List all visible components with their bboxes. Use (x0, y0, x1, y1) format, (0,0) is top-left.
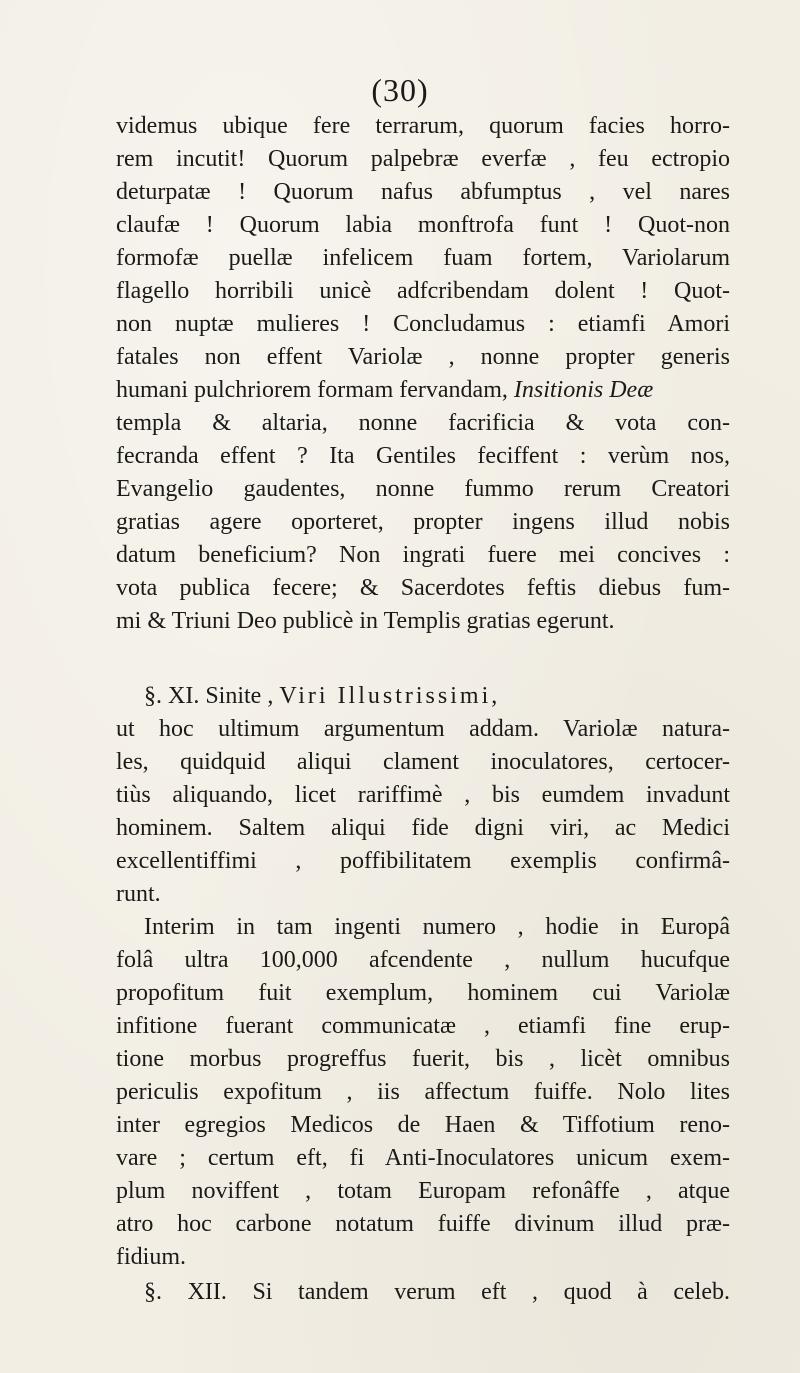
text-line: plum noviffent , totam Europam refonâffe , atque (116, 1178, 730, 1204)
text-line: propofitum fuit exemplum, hominem cui Variolæ (116, 980, 730, 1006)
italic-phrase: Insitionis Deæ (513, 377, 654, 403)
text-line: flagello horribili unicè adfcribendam dolent ! Quot- (116, 278, 730, 304)
section-xii (116, 1276, 730, 1309)
text-line: vare ; certum eft, fi Anti-Inoculatores unicum exem- (116, 1145, 730, 1171)
text-line: tione morbus progreffus fuerit, bis , licèt omnibus (116, 1046, 730, 1072)
text-line: templa & altaria, nonne facrificia & vota con- (116, 410, 730, 436)
text-line: excellentiffimi , poffibilitatem exemplis confirmâ- (116, 848, 730, 874)
text-line: folâ ultra 100,000 afcendente , nullum hucufque (116, 947, 730, 973)
text-line: mi & Triuni Deo publicè in Templis gratias egerunt. (116, 608, 615, 634)
text-span: humani pulchriorem formam fervandam, (116, 377, 508, 403)
text-line: ut hoc ultimum argumentum addam. Variolæ natura- (116, 716, 730, 742)
text-line: formofæ puellæ infelicem fuam fortem, Variolarum (116, 245, 730, 271)
text-line: tiùs aliquando, licet rariffimè , bis eumdem invadunt (116, 782, 730, 808)
text-line: rem incutit! Quorum palpebræ everfæ , feu ectropio (116, 146, 730, 172)
text-line: vota publica fecere; & Sacerdotes feftis diebus fum- (116, 575, 730, 601)
text-line: Evangelio gaudentes, nonne fummo rerum Creatori (116, 476, 730, 502)
paragraph-continuation (116, 110, 730, 638)
text-line: hominem. Saltem aliqui fide digni viri, ac Medici (116, 815, 730, 841)
text-line: videmus ubique fere terrarum, quorum facies horro- (116, 113, 730, 139)
paragraph-interim (116, 911, 730, 1274)
text-line: les, quidquid aliqui clament inoculatores, certocer- (116, 749, 730, 775)
text-line: Interim in tam ingenti numero , hodie in Europâ (144, 914, 730, 940)
text-line: infitione fuerant communicatæ , etiamfi fine erup- (116, 1013, 730, 1039)
section-heading-line: §. XII. Si tandem verum eft , quod à celeb. (144, 1279, 730, 1305)
section-xi (116, 680, 730, 911)
text-line (116, 374, 730, 407)
text-line: inter egregios Medicos de Haen & Tiffotium reno- (116, 1112, 730, 1138)
text-line: gratias agere oporteret, propter ingens illud nobis (116, 509, 730, 535)
text-line: claufæ ! Quorum labia monftrofa funt ! Quot-non (116, 212, 730, 238)
text-line: fidium. (116, 1244, 186, 1270)
text-line: fecranda effent ? Ita Gentiles feciffent : verùm nos, (116, 443, 730, 469)
text-line: atro hoc carbone notatum fuiffe divinum illud præ- (116, 1211, 730, 1237)
text-line: runt. (116, 881, 161, 907)
section-heading-line (116, 680, 730, 713)
text-line: periculis expofitum , iis affectum fuiffe. Nolo lites (116, 1079, 730, 1105)
text-span: Sinite , (205, 683, 274, 709)
text-line: fatales non effent Variolæ , nonne propter generis (116, 344, 730, 370)
text-line: datum beneficium? Non ingrati fuere mei concives : (116, 542, 730, 568)
address-spaced: Viri Illustrissimi, (279, 683, 501, 709)
section-number: §. XI. (144, 683, 200, 709)
page-number: (30) (371, 72, 429, 108)
text-line: deturpatæ ! Quorum nafus abfumptus , vel nares (116, 179, 730, 205)
text-line: non nuptæ mulieres ! Concludamus : etiamfi Amori (116, 311, 730, 337)
